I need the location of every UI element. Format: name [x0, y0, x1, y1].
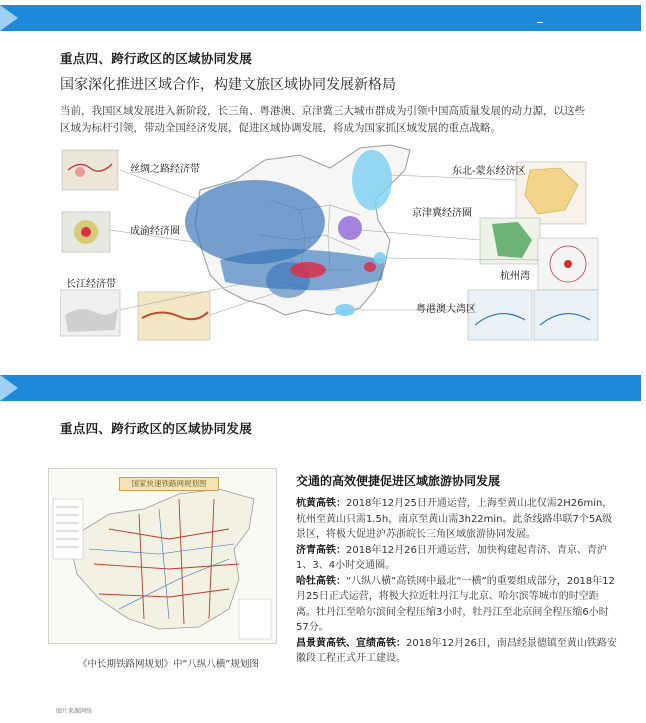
item-name: 哈牡高铁： [296, 575, 346, 587]
banner-arrow-icon [0, 5, 18, 31]
label-hangzhou-bay: 杭州湾 [500, 271, 530, 282]
transport-title: 交通的高效便捷促进区域旅游协同发展 [296, 474, 501, 488]
item-text: “八纵八横”高铁网中最北“一横”的重要组成部分，2018年12月25日正式运营，将极大拉近牡丹江与北京、哈尔滨等城市的时空距离。牡丹江至哈尔滨间全程压缩3小时，牡丹江至北京间全程压缩6小时57分。 [296, 575, 615, 633]
transport-item [296, 543, 618, 574]
railway-map-graphic [49, 469, 278, 645]
thumb-yangtze-left [60, 290, 120, 336]
slide1-heading: 重点四、跨行政区的区域协同发展 [60, 51, 253, 66]
railway-map-title: 国家快速铁路网规划图 [119, 477, 219, 491]
header-banner [0, 5, 641, 31]
label-chengyu: 成渝经济圈 [130, 226, 180, 237]
transport-item [296, 574, 618, 636]
label-silk-road: 丝绸之路经济带 [130, 164, 200, 175]
label-yangtze: 长江经济带 [66, 279, 116, 290]
label-northeast: 东北-蒙东经济区 [452, 166, 526, 177]
banner-dash [537, 22, 543, 23]
economic-zones-map [60, 140, 600, 350]
banner-arrow-icon [0, 375, 18, 401]
item-name: 昌景黄高铁、宣绩高铁： [296, 637, 406, 649]
image-source-note: 图片来源网络 [56, 708, 93, 715]
chengyu-zone [290, 262, 326, 278]
thumb-jingjinji [480, 218, 540, 264]
thumb-hangzhou [538, 238, 598, 290]
jingjinji-zone [338, 216, 362, 240]
slide1-paragraph-line1: 当前，我国区域发展进入新阶段，长三角、粤港澳、京津冀三大城市群成为引领中国高质量发展的动力源，以这些 [60, 105, 585, 117]
slide1-paragraph-line2: 区域为标杆引领，带动全国经济发展，促进区域协调发展，将成为国家抓区域发展的重点战略。 [60, 122, 501, 134]
slide2-heading: 重点四、跨行政区的区域协同发展 [60, 421, 253, 436]
header-banner [0, 375, 641, 401]
label-jingjinji: 京津冀经济圈 [412, 208, 472, 219]
slide-regional-cooperation [0, 0, 646, 356]
thumb-yangtze-right [138, 292, 210, 340]
slide-transport [0, 370, 646, 723]
item-name: 济青高铁： [296, 544, 346, 556]
item-name: 杭黄高铁： [296, 498, 346, 509]
thumb-chengyu [62, 212, 110, 252]
thumb-silk-road [62, 150, 118, 190]
slide1-subheading: 国家深化推进区域合作，构建文旅区域协同发展新格局 [60, 77, 396, 93]
item-text: 2018年12月25日开通运营，上海至黄山北仅需2H26min，杭州至黄山只需1.5h，南京至黄山需3h22min。此条线路串联7个5A级景区，将极大促进沪苏浙皖长三角区域旅游协同发展。 [296, 498, 613, 540]
thumb-northeast [516, 162, 586, 224]
railway-network-map [48, 468, 277, 644]
item-text: 2018年12月26日开通运营，加快构建起青济、青京、青沪1、3、4小时交通圈。 [296, 544, 607, 571]
transport-item [296, 636, 618, 667]
northeast-zone [352, 150, 392, 210]
thumb-gba [468, 290, 598, 340]
transport-item [296, 496, 618, 543]
item-text: 2018年12月26日，南昌经景德镇至黄山铁路安徽段工程正式开工建设。 [296, 637, 617, 664]
gba-zone [335, 304, 355, 316]
railway-map-caption: 《中长期铁路网规划》中“八纵八横”规划图 [78, 659, 259, 670]
label-gba: 粤港澳大湾区 [416, 304, 476, 315]
transport-list [296, 496, 618, 667]
